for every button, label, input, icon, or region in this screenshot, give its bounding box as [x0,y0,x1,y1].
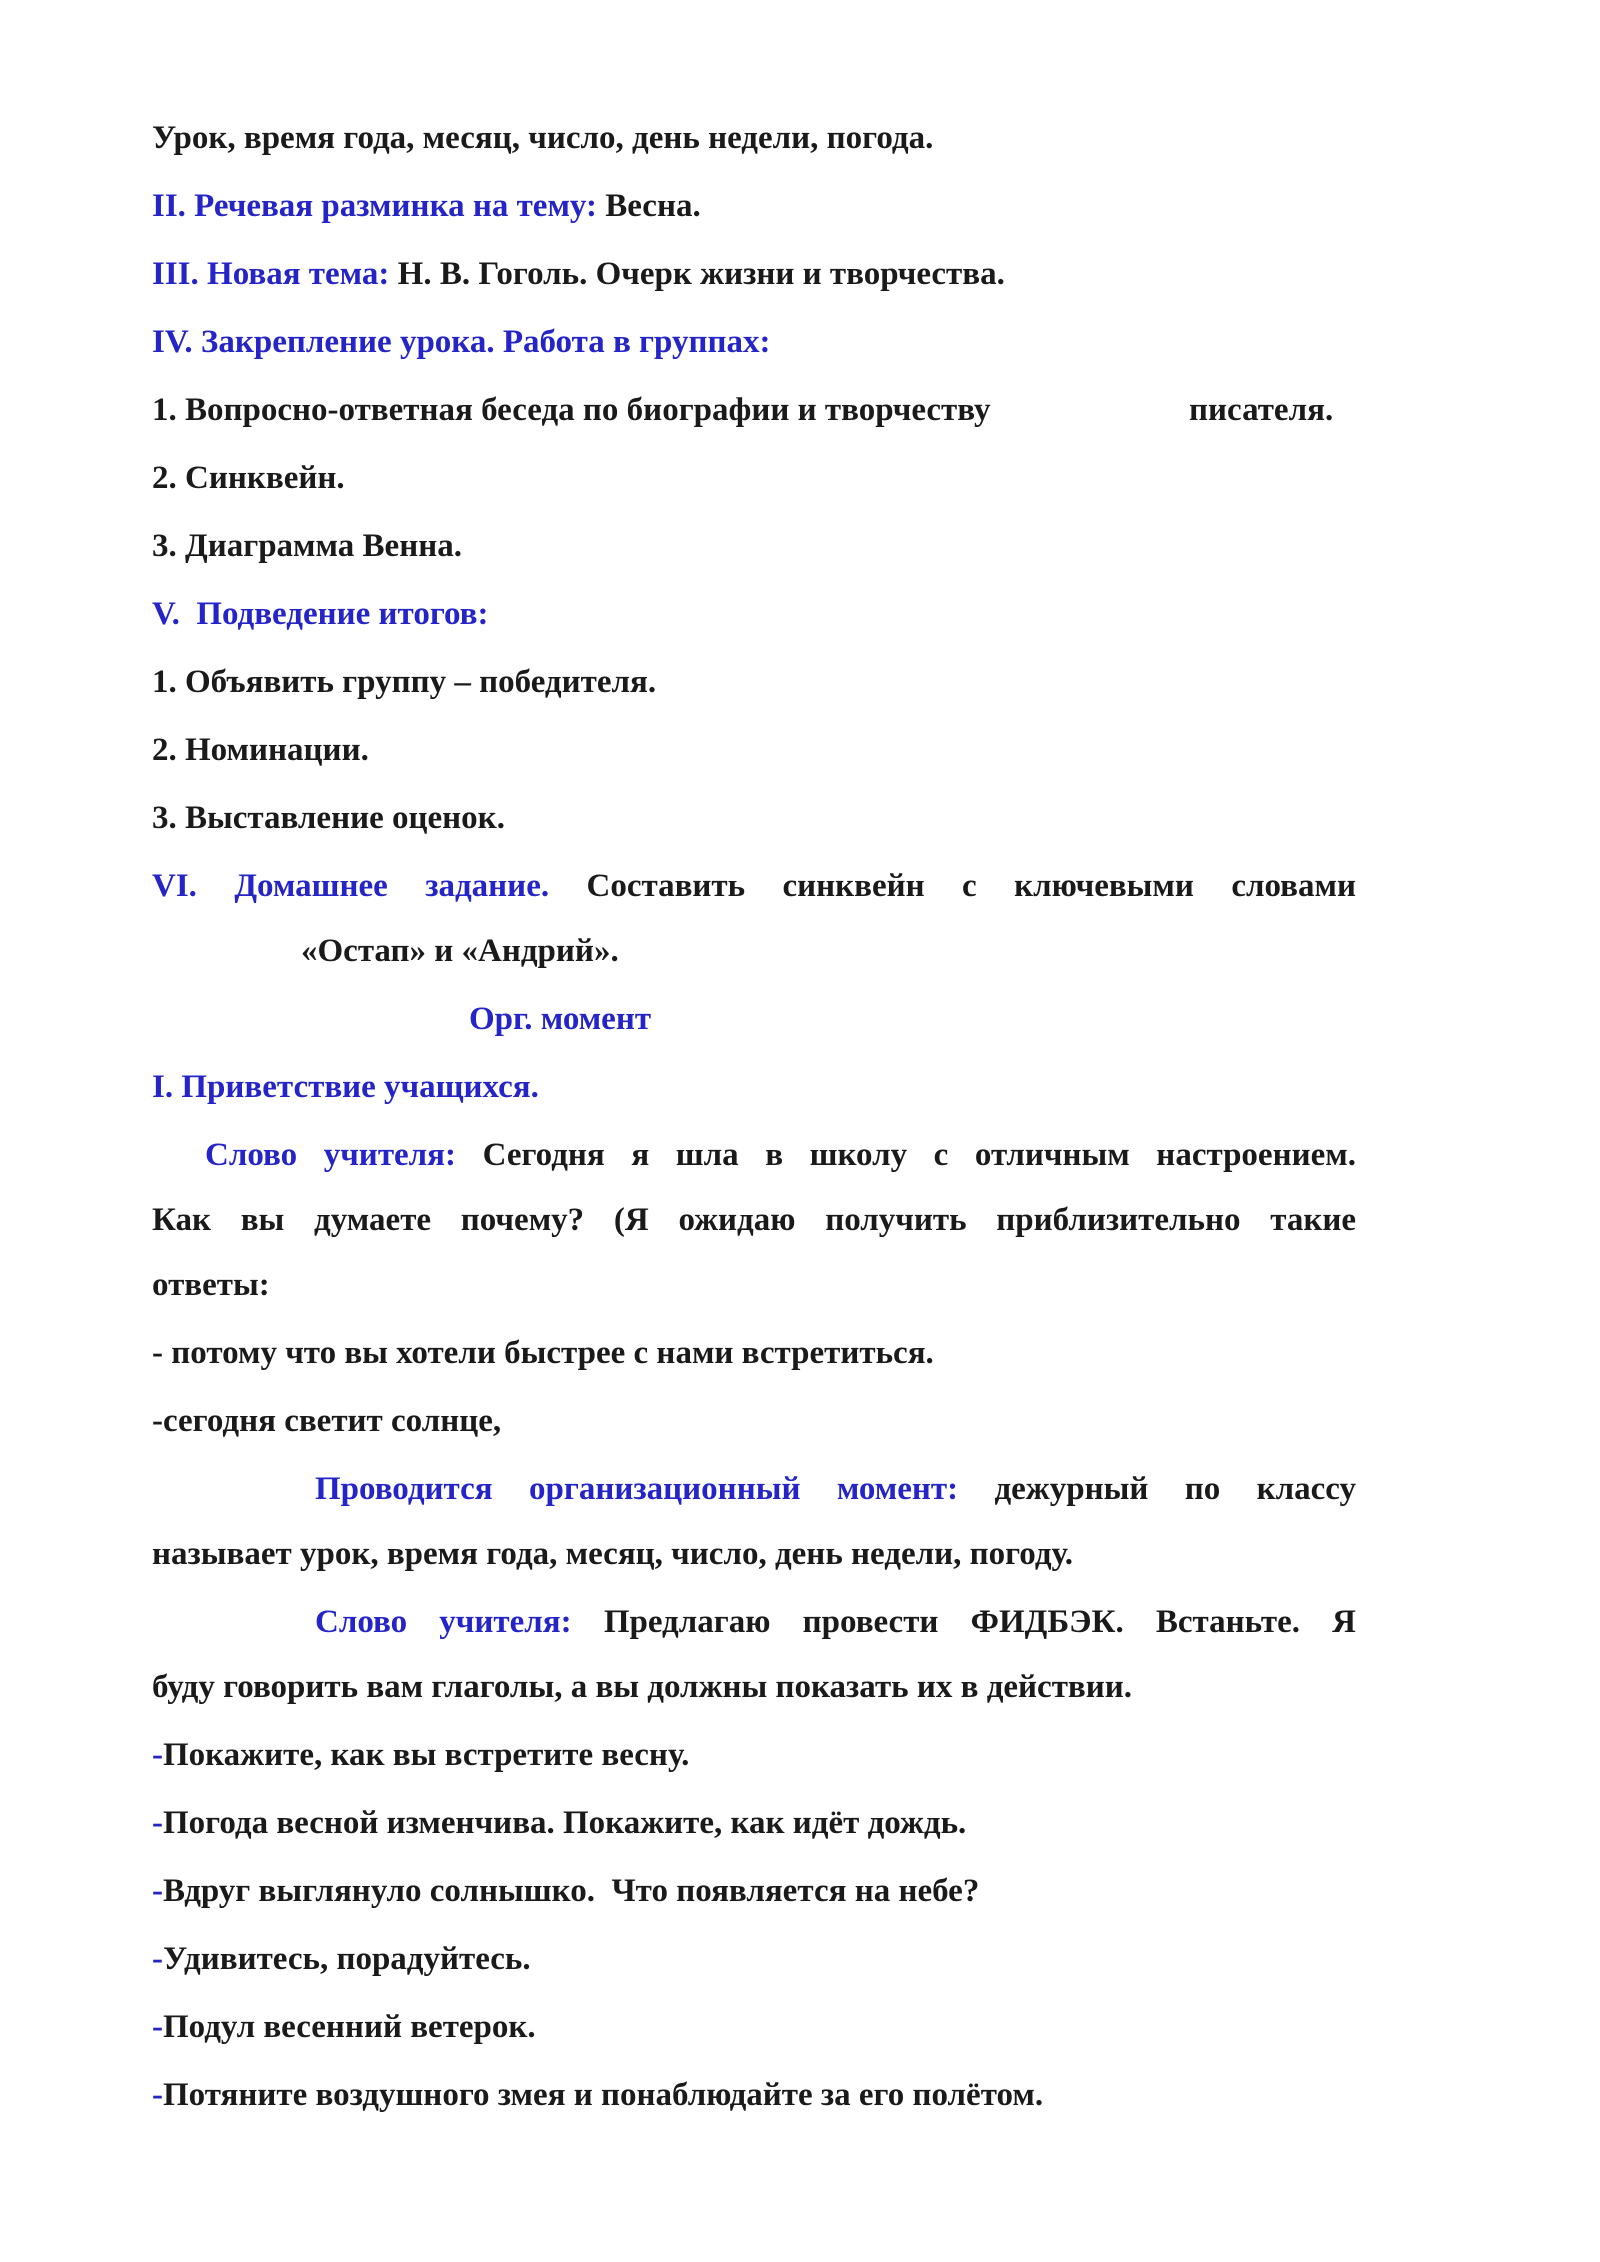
list-item-2b: 2. Номинации. [152,732,369,768]
greeting-heading: I. Приветствие учащихся. [152,1069,539,1105]
org-moment-title: Орг. момент [469,1001,652,1037]
action-text: Удивитесь, порадуйтесь. [163,1941,531,1977]
list-item-3b: 3. Выставление оценок. [152,800,505,836]
action-dash: - [152,2009,163,2045]
lesson-info-line: Урок, время года, месяц, число, день недели, погода. [152,120,934,156]
section-vi-line [152,870,1356,903]
teacher-word-line-1 [205,1139,1356,1172]
list-item-1a: 1. Вопросно-ответная беседа по биографии и творчеству [152,392,991,428]
teacher-word-text: Сегодня я шла в школу с отличным настроением. [456,1137,1356,1173]
section-iii-heading: III. Новая тема: [152,256,390,292]
org-moment-line [315,1473,1356,1506]
org-moment-text: дежурный по классу [958,1471,1356,1507]
section-ii-line [152,190,701,223]
action-item-4 [152,1943,531,1976]
action-dash: - [152,2077,163,2113]
teacher-word-line-2: Как вы думаете почему? (Я ожидаю получить приблизительно такие [152,1202,1356,1238]
action-item-1 [152,1739,689,1772]
teacher-word-2-label: Слово учителя: [315,1604,572,1640]
action-text: Погода весной изменчива. Покажите, как идёт дождь. [163,1805,967,1841]
teacher-word-label: Слово учителя: [205,1137,457,1173]
action-dash: - [152,1873,163,1909]
action-item-2 [152,1807,966,1840]
action-text: Вдруг выглянуло солнышко. Что появляется на небе? [163,1873,980,1909]
action-dash: - [152,1805,163,1841]
action-text: Покажите, как вы встретите весну. [163,1737,690,1773]
teacher-word-2-text: Предлагаю провести ФИДБЭК. Встаньте. Я [571,1604,1356,1640]
teacher-word-2-line-2: буду говорить вам глаголы, а вы должны показать их в действии. [152,1669,1133,1705]
action-dash: - [152,1941,163,1977]
teacher-word-2-line [315,1606,1356,1639]
action-item-6 [152,2079,1043,2112]
section-vi-task: Составить синквейн с ключевыми словами [549,868,1356,904]
action-text: Подул весенний ветерок. [163,2009,536,2045]
section-vi-task-continued: «Остап» и «Андрий». [301,933,619,969]
section-vi-heading: VI. Домашнее задание. [152,868,550,904]
list-item-3a: 3. Диаграмма Венна. [152,528,462,564]
answer-line-2: -сегодня светит солнце, [152,1403,502,1439]
section-iii-line [152,258,1005,291]
answer-line-1: - потому что вы хотели быстрее с нами встретиться. [152,1335,934,1371]
action-item-3 [152,1875,979,1908]
action-dash: - [152,1737,163,1773]
org-moment-line-2: называет урок, время года, месяц, число, день недели, погоду. [152,1536,1073,1572]
action-item-5 [152,2011,536,2044]
section-ii-heading: II. Речевая разминка на тему: [152,188,597,224]
section-v-heading: V. Подведение итогов: [152,596,489,632]
section-ii-topic: Весна. [596,188,701,224]
section-iii-topic: Н. В. Гоголь. Очерк жизни и творчества. [389,256,1005,292]
teacher-word-line-3: ответы: [152,1267,270,1303]
list-item-1b: 1. Объявить группу – победителя. [152,664,657,700]
org-moment-label: Проводится организационный момент: [315,1471,959,1507]
list-item-2a: 2. Синквейн. [152,460,345,496]
list-item-1a-tail: писателя. [1189,392,1334,428]
section-iv-heading: IV. Закрепление урока. Работа в группах: [152,324,771,360]
action-text: Потяните воздушного змея и понаблюдайте за его полётом. [163,2077,1044,2113]
